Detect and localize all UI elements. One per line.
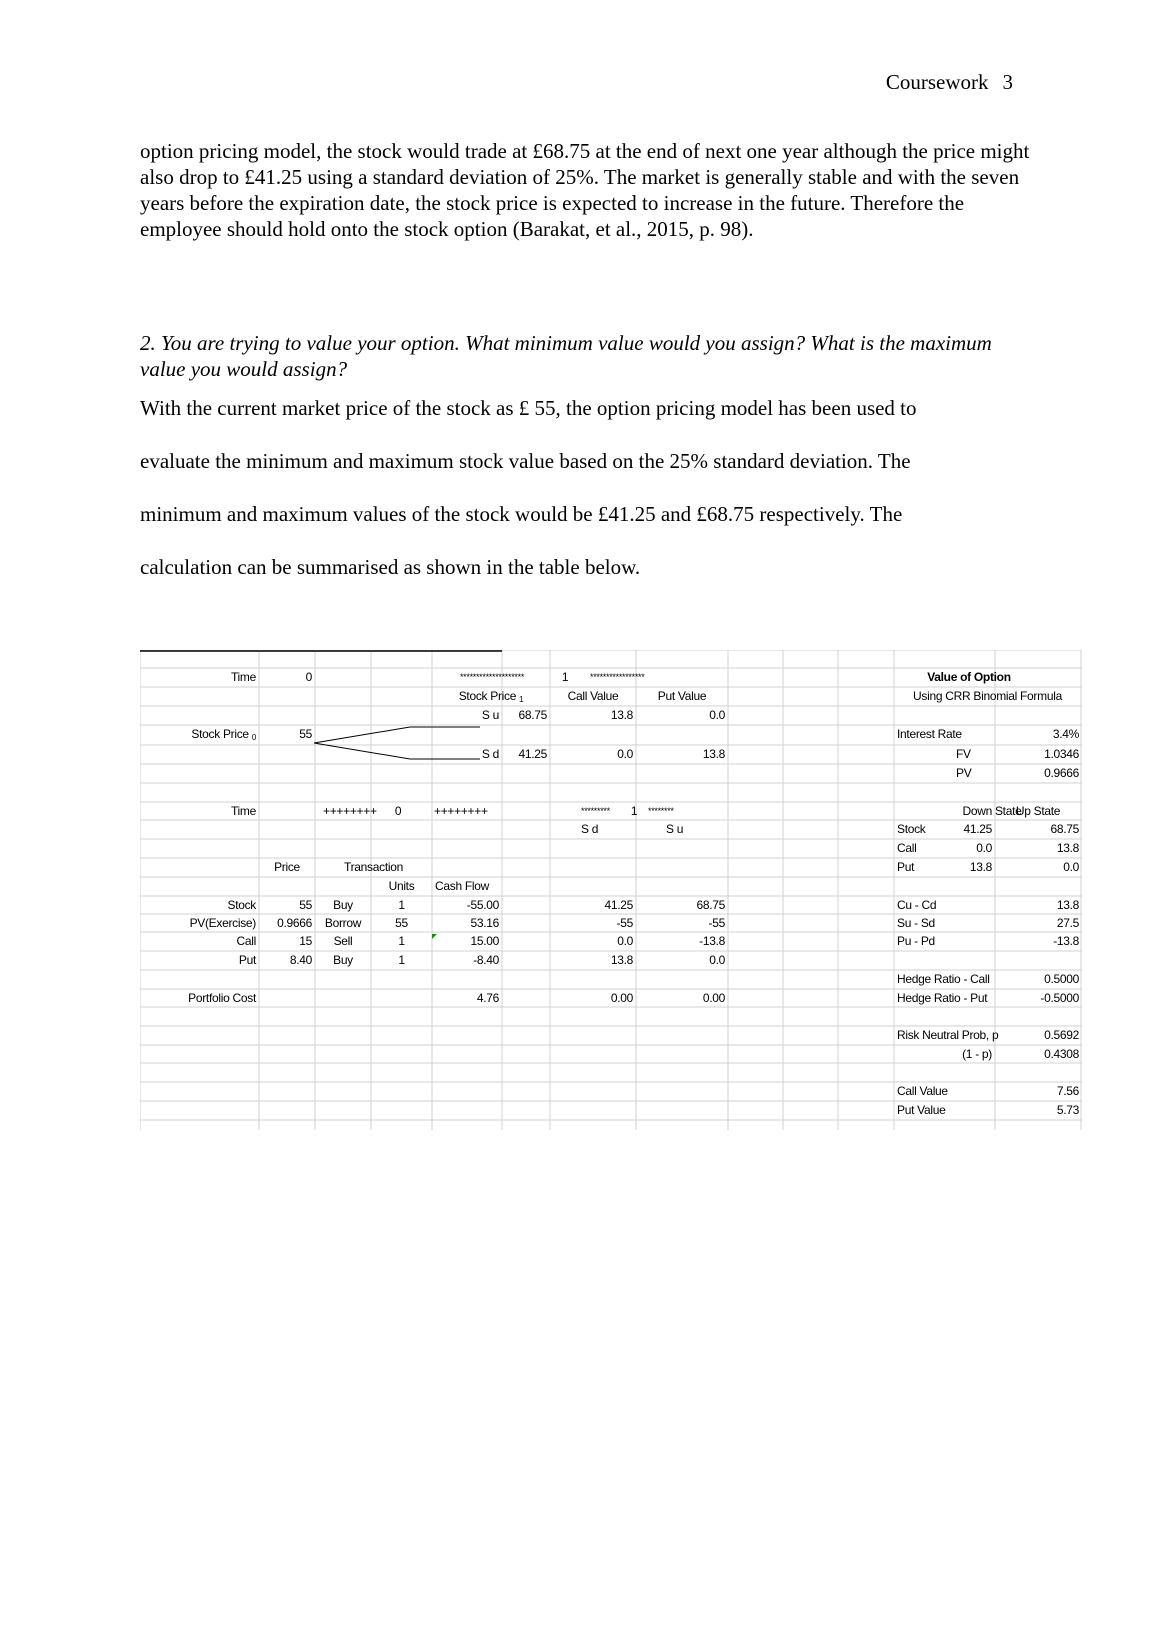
one-minus-p-label: (1 - p) <box>962 1047 992 1061</box>
su-value: 68.75 <box>518 708 547 722</box>
sd-put: 13.8 <box>702 747 725 761</box>
row-su: 0.0 <box>709 953 725 967</box>
portfolio-cost-label: Portfolio Cost <box>188 991 256 1005</box>
portfolio-cost-su: 0.00 <box>702 991 725 1005</box>
down-state-header: Down State <box>962 804 1022 818</box>
sd-value: 41.25 <box>518 747 547 761</box>
call-value: 7.56 <box>1056 1084 1079 1098</box>
su-call: 13.8 <box>610 708 633 722</box>
portfolio-stars-right: ******** <box>648 806 674 816</box>
portfolio-time0: 0 <box>394 804 402 818</box>
up-state-header: Up State <box>1015 804 1061 818</box>
hedge-call-label: Hedge Ratio - Call <box>897 972 990 986</box>
units-header: Units <box>388 879 415 893</box>
portfolio-cost-sd: 0.00 <box>610 991 633 1005</box>
answer-line: minimum and maximum values of the stock would be £41.25 and £68.75 respectively. The <box>140 502 903 526</box>
pv-value: 0.9666 <box>1044 766 1079 780</box>
stock-price0-value: 55 <box>299 727 312 741</box>
time0: 0 <box>305 670 312 684</box>
valuation-title: Value of Option <box>927 670 1011 684</box>
tree-branch-up <box>314 727 410 743</box>
row-cash: 15.00 <box>470 934 499 948</box>
val-call-label: Call <box>897 841 917 855</box>
risk-neutral-prob-label: Risk Neutral Prob, p <box>897 1028 999 1042</box>
row-price: 0.9666 <box>277 916 312 930</box>
cu-cd-value: 13.8 <box>1056 898 1079 912</box>
su-sd-label: Su - Sd <box>897 916 935 930</box>
call-value-header: Call Value <box>567 689 619 703</box>
plus-left: ++++++++ <box>323 804 377 818</box>
portfolio-stars-left: ********* <box>581 806 610 816</box>
val-put-down: 13.8 <box>969 860 992 874</box>
time1: 1 <box>561 670 569 684</box>
time-label: Time <box>230 670 256 684</box>
row-su: -13.8 <box>699 934 725 948</box>
row-units: 1 <box>398 953 405 967</box>
row-price: 55 <box>299 898 312 912</box>
answer-line: evaluate the minimum and maximum stock value based on the 25% standard deviation. The <box>140 449 911 473</box>
fv-value: 1.0346 <box>1044 747 1079 761</box>
sd-label: S d <box>481 747 499 761</box>
call-value-label: Call Value <box>897 1084 948 1098</box>
row-name: PV(Exercise) <box>189 916 256 930</box>
portfolio-su-header: S u <box>666 822 684 836</box>
su-sd-value: 27.5 <box>1056 916 1079 930</box>
hedge-put-label: Hedge Ratio - Put <box>897 991 988 1005</box>
row-su: 68.75 <box>696 898 725 912</box>
row-action: Buy <box>333 898 353 912</box>
hedge-call-value: 0.5000 <box>1044 972 1079 986</box>
pv-label: PV <box>956 766 972 780</box>
page-header <box>0 70 1013 95</box>
row-action: Sell <box>333 934 353 948</box>
pu-pd-label: Pu - Pd <box>897 934 935 948</box>
row-action: Buy <box>333 953 353 967</box>
interest-rate-label: Interest Rate <box>897 727 962 741</box>
one-minus-p-value: 0.4308 <box>1044 1047 1079 1061</box>
row-action: Borrow <box>324 916 362 930</box>
stars-right: ***************** <box>590 672 645 682</box>
row-name: Put <box>238 953 256 967</box>
row-name: Call <box>236 934 256 948</box>
row-units: 1 <box>398 898 405 912</box>
val-call-down: 0.0 <box>976 841 992 855</box>
row-cash: -8.40 <box>473 953 499 967</box>
transaction-header: Transaction <box>344 860 403 874</box>
put-value-header: Put Value <box>657 689 707 703</box>
question-heading: 2. You are trying to value your option. What minimum value would you assign? What is the maximum value you would assign? <box>140 331 992 381</box>
sd-call: 0.0 <box>617 747 633 761</box>
risk-neutral-prob-value: 0.5692 <box>1044 1028 1079 1042</box>
val-stock-label: Stock <box>897 822 926 836</box>
cu-cd-label: Cu - Cd <box>897 898 937 912</box>
val-put-label: Put <box>897 860 915 874</box>
stock-price1-header: Stock Price $_1$ <box>458 689 524 704</box>
su-label: S u <box>481 708 499 722</box>
row-units: 55 <box>395 916 408 930</box>
val-call-up: 13.8 <box>1056 841 1079 855</box>
row-sd: 13.8 <box>610 953 633 967</box>
put-value-label: Put Value <box>897 1103 946 1117</box>
row-units: 1 <box>398 934 405 948</box>
stock-price0-label: Stock Price $_0$ <box>191 727 256 742</box>
val-stock-up: 68.75 <box>1050 822 1079 836</box>
row-cash: -55.00 <box>466 898 499 912</box>
val-put-up: 0.0 <box>1063 860 1079 874</box>
row-sd: -55 <box>616 916 633 930</box>
interest-rate-value: 3.4% <box>1052 727 1079 741</box>
row-price: 15 <box>299 934 312 948</box>
header-title: Coursework <box>885 70 989 94</box>
row-cash: 53.16 <box>470 916 499 930</box>
portfolio-sd-header: S d <box>581 822 599 836</box>
valuation-subtitle: Using CRR Binomial Formula <box>913 689 1062 703</box>
portfolio-cost-cash: 4.76 <box>476 991 499 1005</box>
portfolio-time1: 1 <box>630 804 638 818</box>
answer-line: With the current market price of the stock as £ 55, the option pricing model has been used to <box>140 396 917 420</box>
page-number: 3 <box>1002 70 1013 94</box>
row-price: 8.40 <box>289 953 312 967</box>
body-paragraph: option pricing model, the stock would trade at £68.75 at the end of next one year although the price might also drop to £41.25 using a standard deviation of 25%. The market is generally stable and with the seven years before the expiration date, the stock price is expected to increase in the future. Therefore the employee should hold onto the stock option (Barakat, et al., 2015, p. 98). <box>140 139 1030 241</box>
pu-pd-value: -13.8 <box>1053 934 1079 948</box>
answer-line: calculation can be summarised as shown in the table below. <box>140 555 641 579</box>
spreadsheet-table <box>140 650 1082 1130</box>
row-name: Stock <box>227 898 256 912</box>
fv-label: FV <box>956 747 971 761</box>
stars-left: ******************** <box>459 672 525 682</box>
row-sd: 41.25 <box>604 898 633 912</box>
val-stock-down: 41.25 <box>963 822 992 836</box>
put-value: 5.73 <box>1056 1103 1079 1117</box>
row-su: -55 <box>708 916 725 930</box>
su-put: 0.0 <box>709 708 725 722</box>
cashflow-header: Cash Flow <box>435 879 489 893</box>
portfolio-time-label: Time <box>230 804 256 818</box>
row-sd: 0.0 <box>617 934 633 948</box>
hedge-put-value: -0.5000 <box>1040 991 1079 1005</box>
price-header: Price <box>274 860 300 874</box>
plus-right: ++++++++ <box>434 804 488 818</box>
